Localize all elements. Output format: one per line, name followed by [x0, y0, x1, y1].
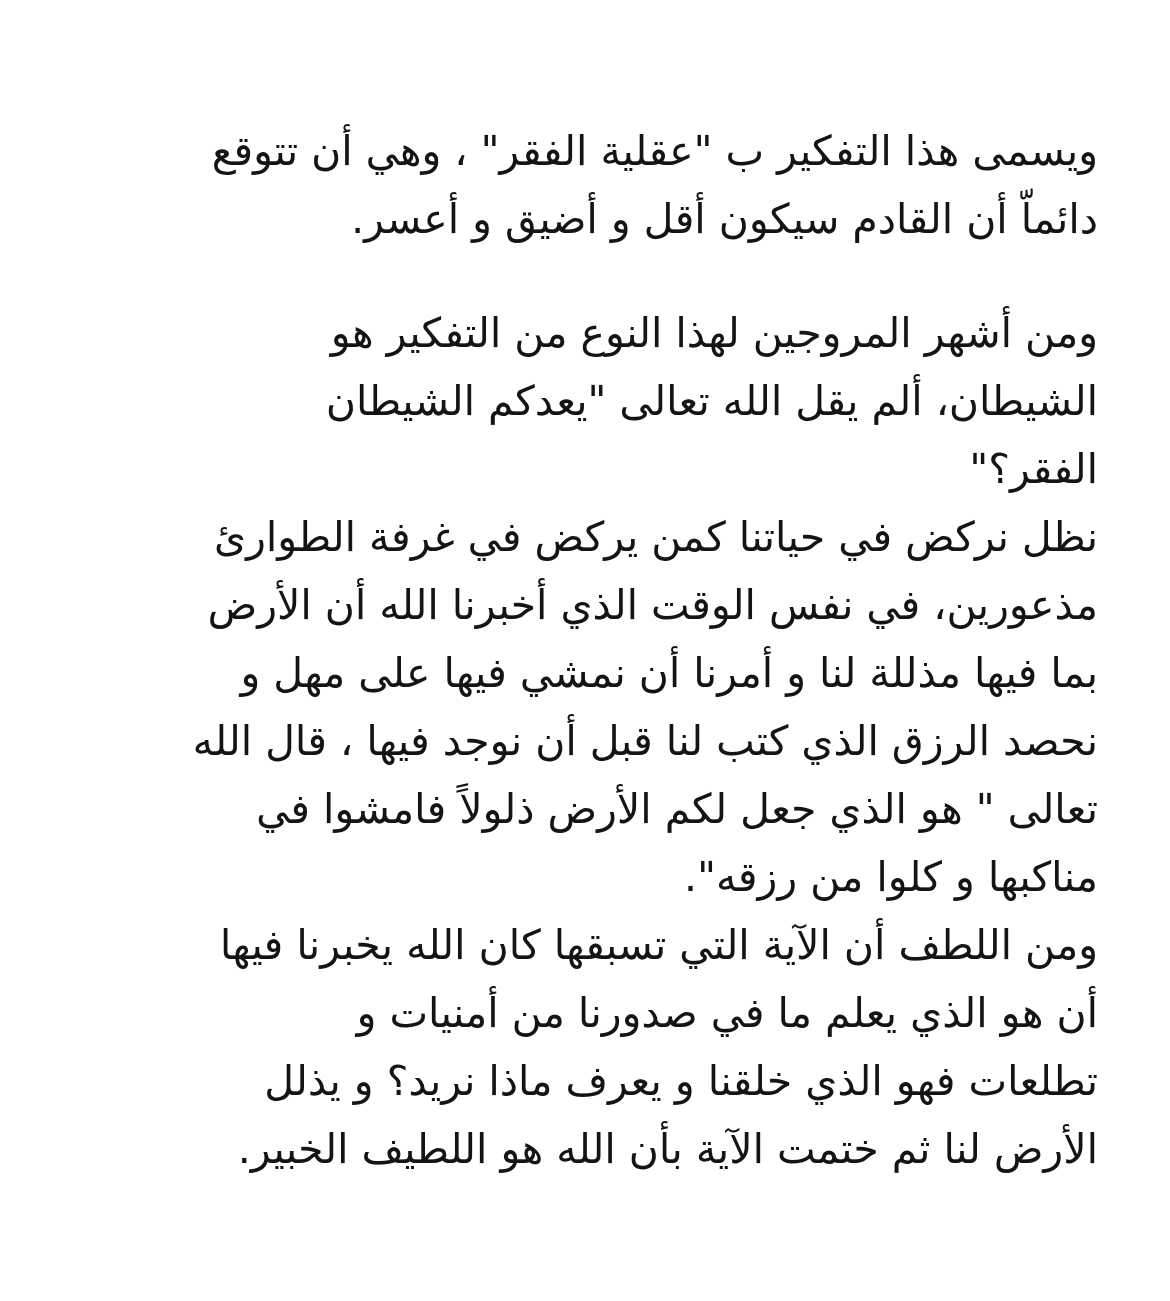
article-body [68, 117, 1098, 1183]
paragraph-satan-promotes-poverty [68, 299, 1098, 503]
text-line: ومن اللطف أن الآية التي تسبقها كان الله يخبرنا فيها [219, 921, 1098, 969]
text-line: نحصد الرزق الذي كتب لنا قبل أن نوجد فيها ، قال الله [192, 717, 1098, 765]
paragraph-running-in-life [68, 503, 1098, 911]
text-line: مذعورين، في نفس الوقت الذي أخبرنا الله أن الأرض [207, 581, 1098, 629]
text-line: ويسمى هذا التفكير ب "عقلية الفقر" ، وهي أن تتوقع [211, 127, 1098, 175]
text-line: أن هو الذي يعلم ما في صدورنا من أمنيات و [356, 989, 1098, 1037]
text-line: تطلعات فهو الذي خلقنا و يعرف ماذا نريد؟ و يذلل [264, 1057, 1098, 1105]
text-line: مناكبها و كلوا من رزقه". [684, 853, 1098, 901]
text-line: الأرض لنا ثم ختمت الآية بأن الله هو اللطيف الخبير. [237, 1125, 1098, 1173]
paragraph-preceding-verse [68, 911, 1098, 1183]
paragraph-poverty-mindset [68, 117, 1098, 253]
text-line: الفقر؟" [969, 445, 1098, 493]
text-line: الشيطان، ألم يقل الله تعالى "يعدكم الشيطان [325, 377, 1098, 425]
text-line: ومن أشهر المروجين لهذا النوع من التفكير هو [330, 309, 1098, 357]
paragraph-spacer [68, 253, 1098, 299]
text-line: نظل نركض في حياتنا كمن يركض في غرفة الطوارئ [213, 513, 1098, 561]
text-line: تعالى " هو الذي جعل لكم الأرض ذلولاً فامشوا في [256, 785, 1098, 833]
text-line: بما فيها مذللة لنا و أمرنا أن نمشي فيها على مهل و [240, 649, 1098, 697]
text-line: دائماّ أن القادم سيكون أقل و أضيق و أعسر. [351, 195, 1098, 243]
